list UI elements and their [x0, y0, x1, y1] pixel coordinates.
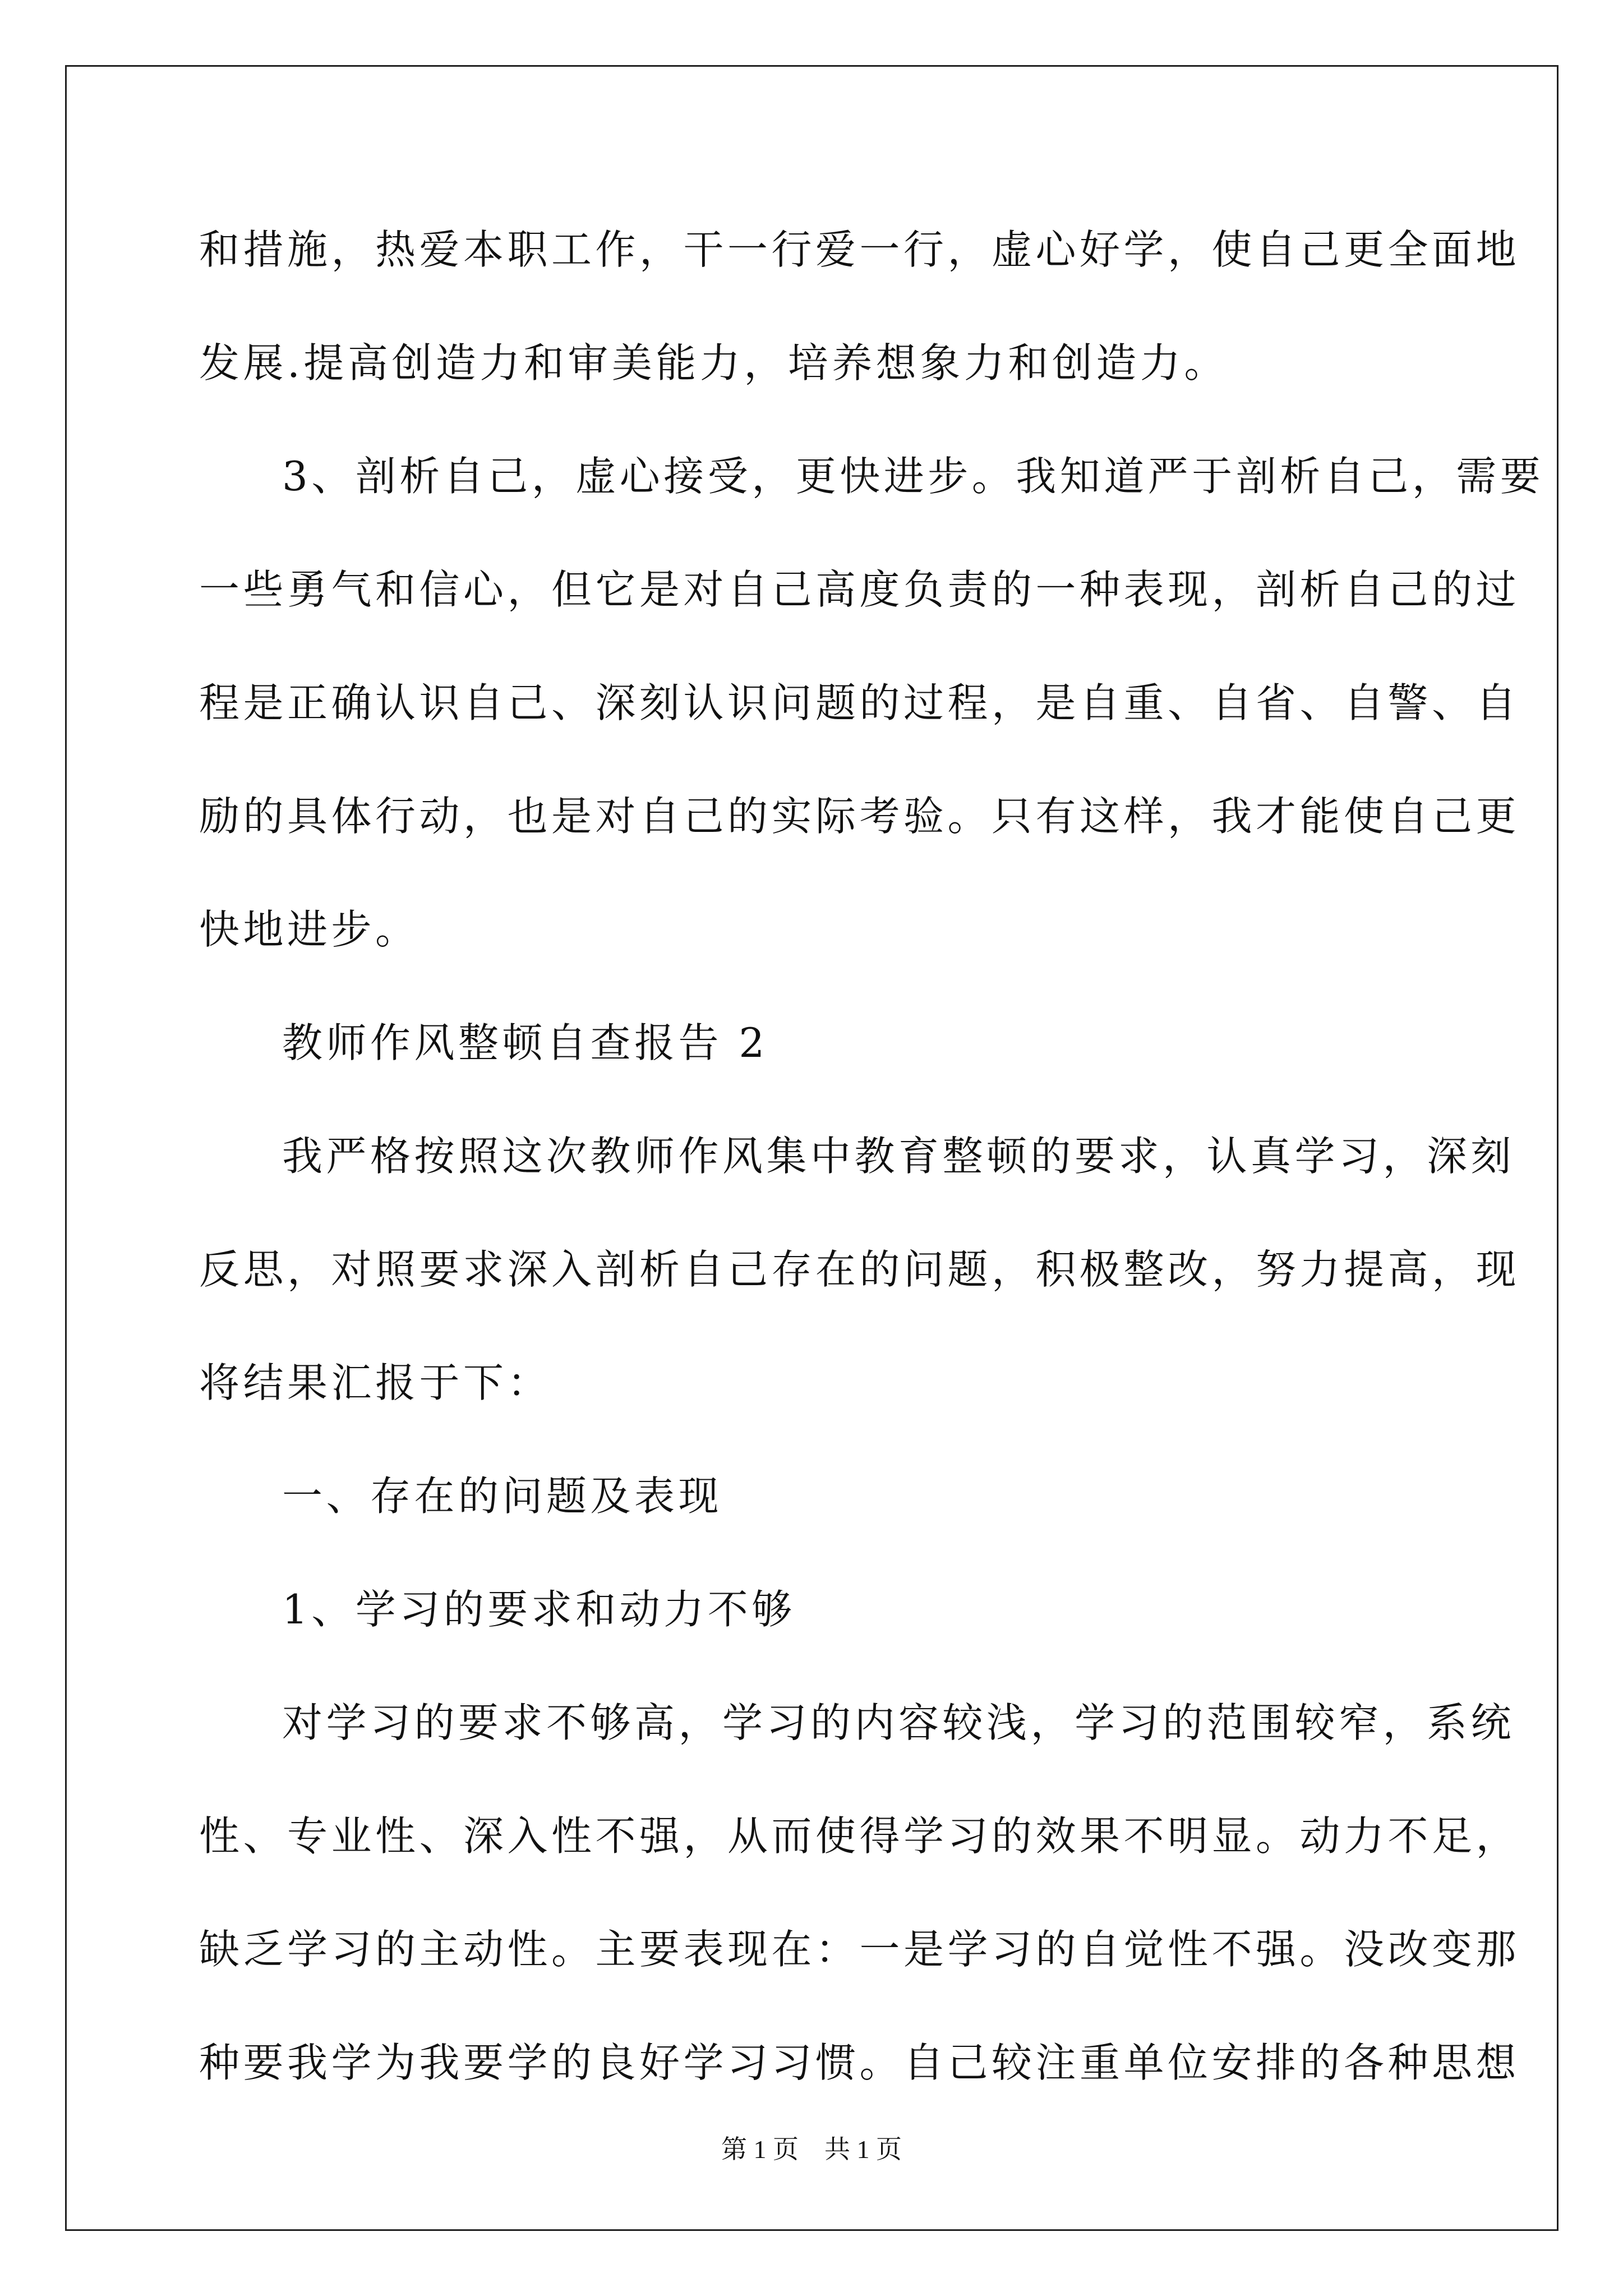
paragraph-start: 我严格按照这次教师作风集中教育整顿的要求，认真学习，深刻 [282, 1133, 1515, 1180]
paragraph-start: 对学习的要求不够高，学习的内容较浅，学习的范围较窄，系统 [282, 1699, 1515, 1746]
text-line: 程是正确认识自己、深刻认识问题的过程，是自重、自省、自警、自 [199, 679, 1520, 726]
document-body [199, 213, 1544, 2139]
section-title: 教师作风整顿自查报告 2 [282, 1019, 768, 1066]
text-line: 励的具体行动，也是对自己的实际考验。只有这样，我才能使自己更 [199, 793, 1520, 840]
text-line: 反思，对照要求深入剖析自己存在的问题，积极整改，努力提高，现 [199, 1246, 1520, 1293]
text-line: 性、专业性、深入性不强，从而使得学习的效果不明显。动力不足， [199, 1812, 1520, 1860]
text-line: 将结果汇报于下： [199, 1359, 552, 1406]
subsection-heading: 1、学习的要求和动力不够 [282, 1586, 796, 1633]
text-line: 缺乏学习的主动性。主要表现在：一是学习的自觉性不强。没改变那 [199, 1926, 1520, 1973]
paragraph-start: 3、剖析自己，虚心接受，更快进步。我知道严于剖析自己，需要 [282, 453, 1544, 500]
page-number-footer: 第 1 页 共 1 页 [721, 2135, 902, 2164]
text-line: 快地进步。 [199, 906, 419, 953]
text-line: 和措施，热爱本职工作，干一行爱一行，虚心好学，使自己更全面地 [199, 226, 1520, 273]
text-line: 种要我学为我要学的良好学习习惯。自己较注重单位安排的各种思想 [199, 2039, 1520, 2086]
text-line: 一些勇气和信心，但它是对自己高度负责的一种表现，剖析自己的过 [199, 566, 1520, 613]
text-line: 发展.提高创造力和审美能力，培养想象力和创造力。 [199, 339, 1228, 386]
section-heading: 一、存在的问题及表现 [282, 1473, 723, 1520]
